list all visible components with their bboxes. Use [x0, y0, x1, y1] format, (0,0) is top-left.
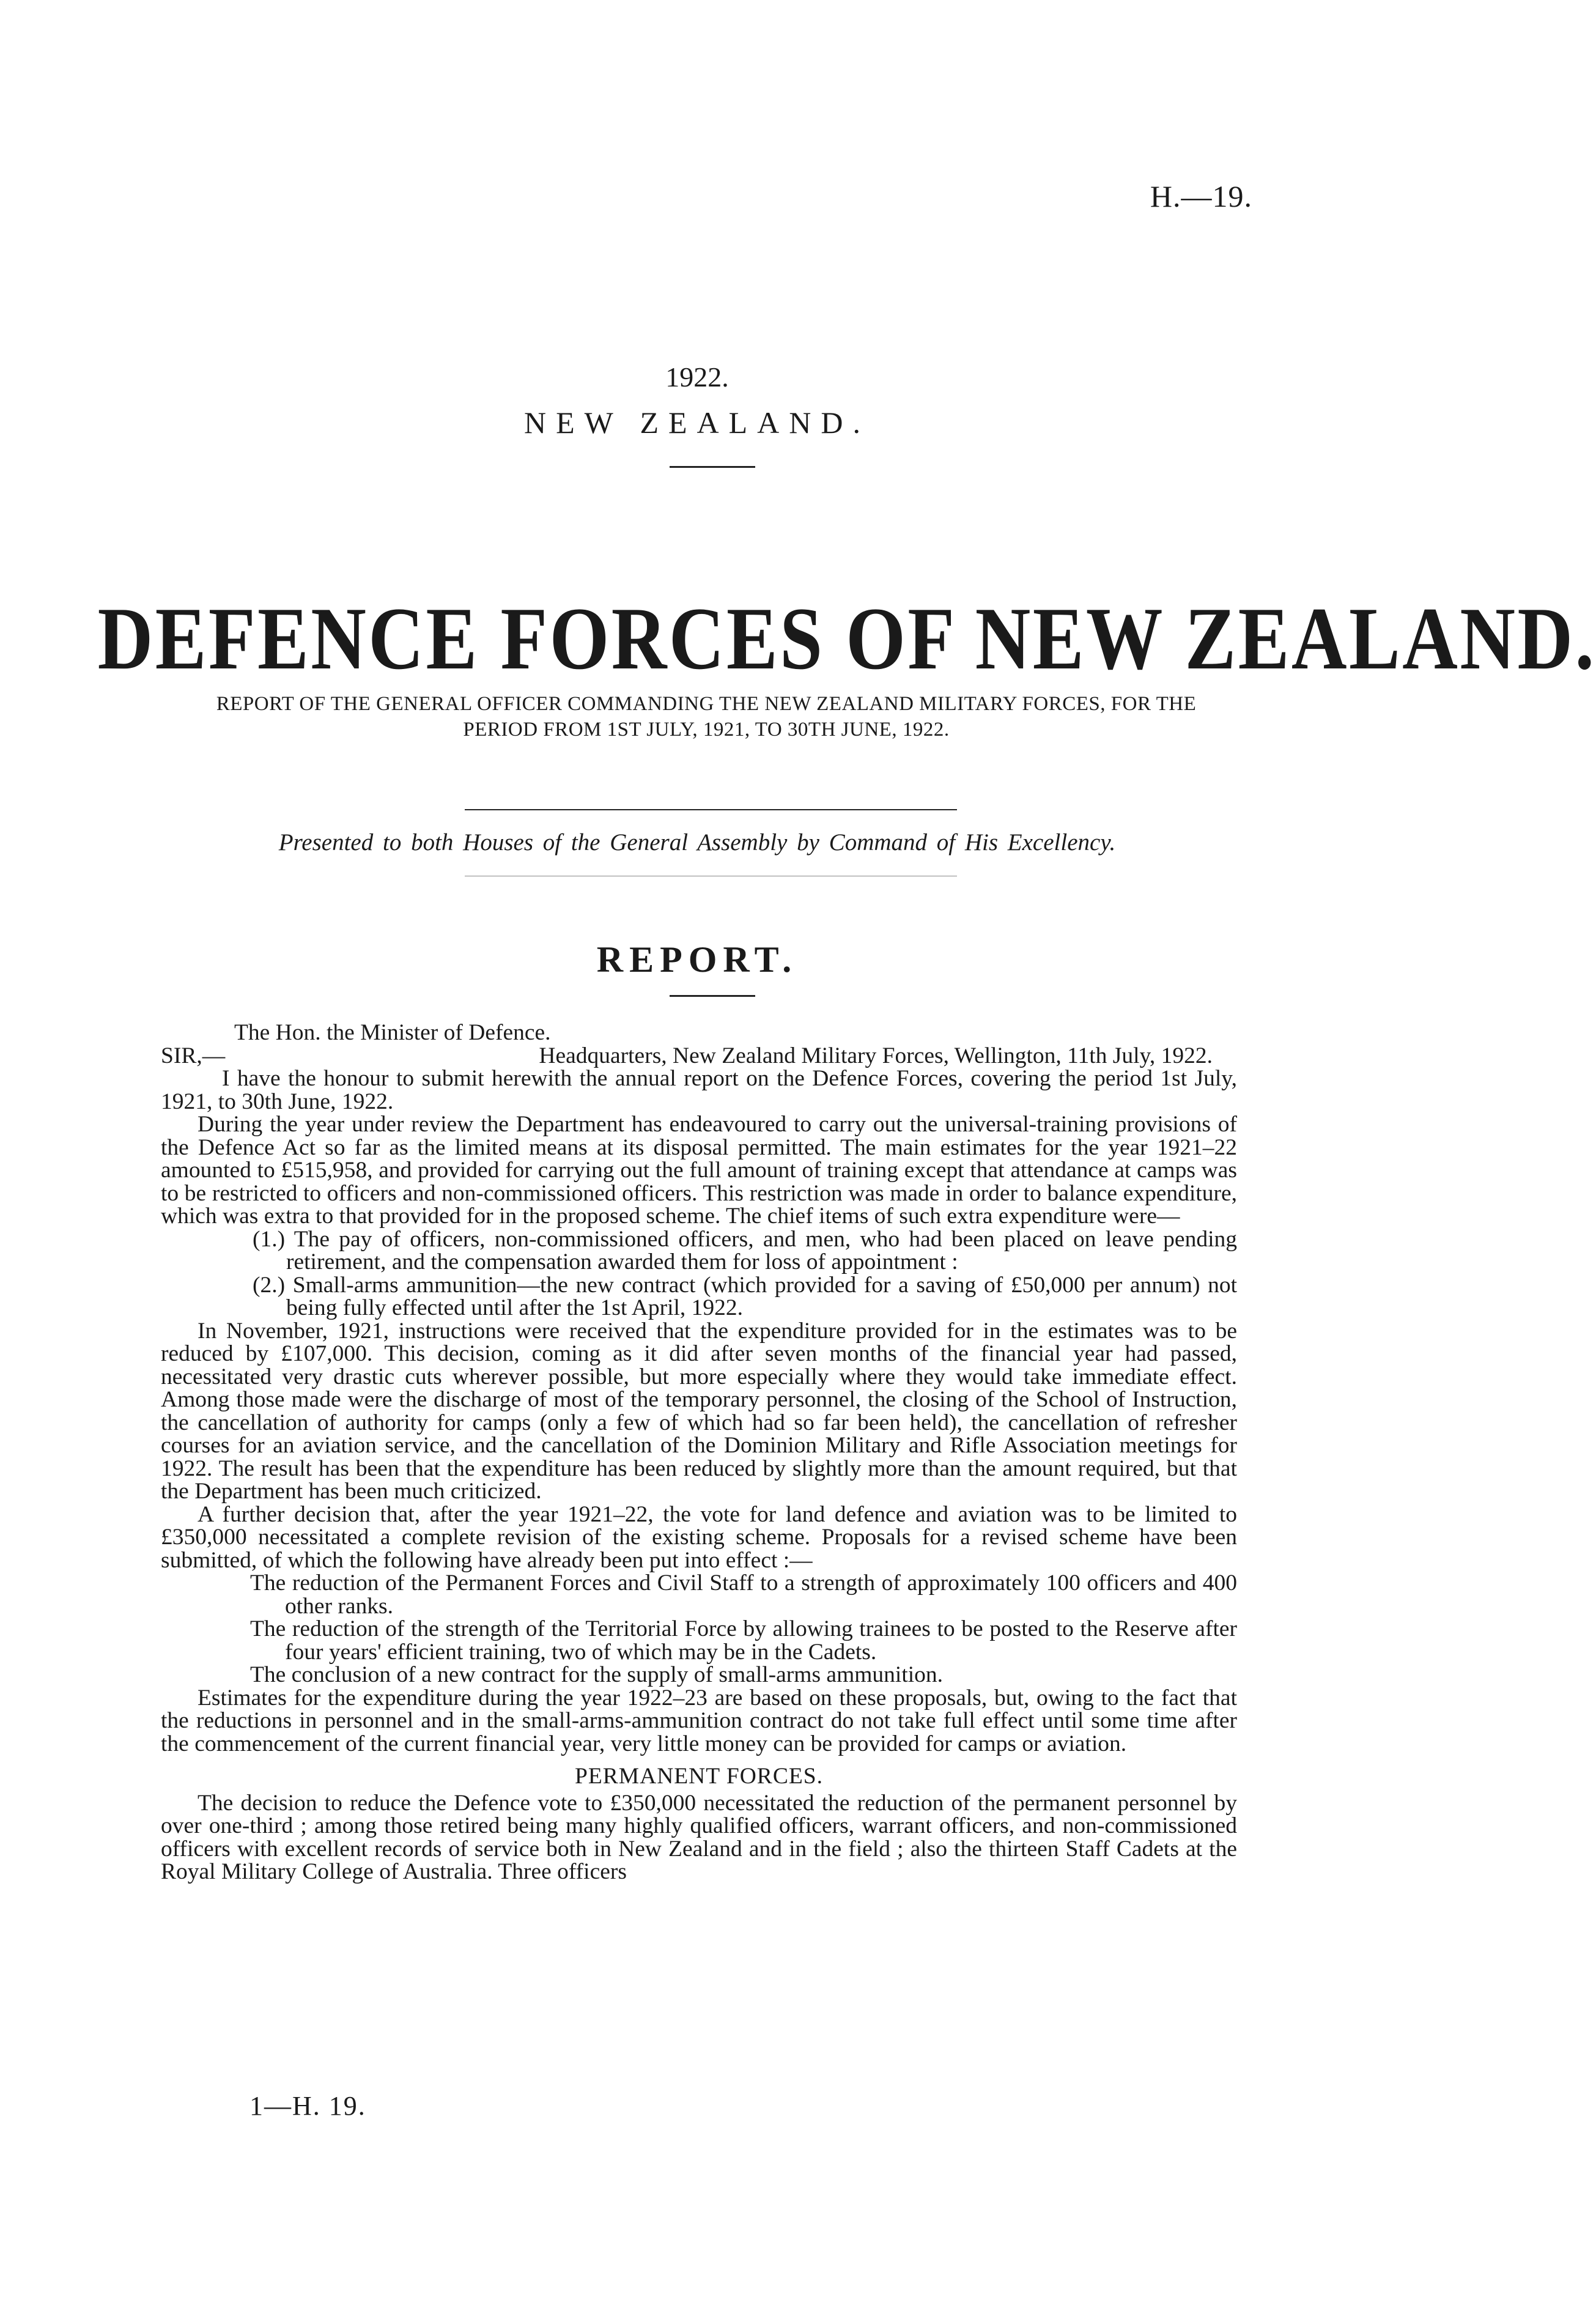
sheet-reference: 1—H. 19.: [249, 2091, 366, 2121]
document-reference: H.—19.: [1150, 179, 1252, 213]
paragraph: A further decision that, after the year 1921–22, the vote for land defence and aviation was to be limited to £350,000 necessitated a complete revision of the existing scheme. Proposals for a revised scheme have been submitted, of which the following have already been put into effect :—: [161, 1501, 1237, 1573]
masthead-rule: [670, 466, 755, 468]
paragraph: I have the honour to submit herewith the annual report on the Defence Forces, covering the period 1st July, 1921, to 30th June, 1922.: [161, 1066, 1237, 1114]
list-item: The reduction of the Permanent Forces and Civil Staff to a strength of approximately 100 officers and 400 other ranks.: [250, 1570, 1237, 1619]
addressee: The Hon. the Minister of Defence.: [234, 1020, 551, 1045]
country-heading: NEW ZEALAND.: [524, 405, 870, 440]
presented-top-rule: [465, 809, 957, 810]
list-item: The conclusion of a new contract for the supply of small-arms ammunition.: [250, 1662, 944, 1687]
document-title: DEFENCE FORCES OF NEW ZEALAND.: [97, 589, 1596, 688]
salutation-line: [161, 1045, 1237, 1068]
paragraph: Estimates for the expenditure during the year 1922–23 are based on these proposals, but, owing to the fact that the reductions in personnel and in the small-arms-ammunition contract do not take full effect until some time after the commencement of the current financial year, very little money can be provided for camps or aviation.: [161, 1685, 1237, 1756]
section-heading: PERMANENT FORCES.: [575, 1764, 823, 1789]
report-heading: REPORT.: [596, 939, 798, 980]
presentation-note: Presented to both Houses of the General Assembly by Command of His Excellency.: [278, 829, 1116, 856]
salutation: SIR,—: [161, 1043, 226, 1068]
paragraph: The decision to reduce the Defence vote to £350,000 necessitated the reduction of the permanent personnel by over one-third ; among those retired being many highly qualified officers, warrant officers, and non-commissioned officers with excellent records of service both in New Zealand and in the field ; also the thirteen Staff Cadets at the Royal Military College of Australia. Three officers: [161, 1790, 1237, 1884]
session-year: 1922.: [665, 361, 729, 393]
list-item: The reduction of the strength of the Territorial Force by allowing trainees to be posted to the Reserve after four years' efficient training, two of which may be in the Cadets.: [250, 1616, 1237, 1665]
dateline: Headquarters, New Zealand Military Forces, Wellington, 11th July, 1922.: [539, 1043, 1213, 1068]
report-subtitle: REPORT OF THE GENERAL OFFICER COMMANDING THE NEW ZEALAND MILITARY FORCES, FOR THE PERIOD FROM 1ST JULY, 1921, TO 30TH JUNE, 1922.: [216, 693, 1197, 741]
paragraph: In November, 1921, instructions were received that the expenditure provided for in the estimates was to be reduced by £107,000. This decision, coming as it did after seven months of the financial year had passed, necessitated very drastic cuts wherever possible, but more especially where they would take immediate effect. Among those made were the discharge of most of the temporary personnel, the closing of the School of Instruction, the cancellation of authority for camps (only a few of which had so far been held), the cancellation of refresher courses for an aviation service, and the cancellation of the Dominion Military and Rifle Association meetings for 1922. The result has been that the expenditure has been reduced by slightly more than the amount required, but that the Department has been much criticized.: [161, 1318, 1237, 1504]
paragraph: During the year under review the Department has endeavoured to carry out the universal-training provisions of the Defence Act so far as the limited means at its disposal permitted. The main estimates for the year 1921–22 amounted to £515,958, and provided for carrying out the full amount of training except that attendance at camps was to be restricted to officers and non-commissioned officers. This restriction was made in order to balance expenditure, which was extra to that provided for in the proposed scheme. The chief items of such extra expenditure were—: [161, 1112, 1237, 1229]
report-heading-rule: [670, 995, 755, 997]
report-body: [161, 1021, 1237, 1884]
list-item: (2.) Small-arms ammunition—the new contract (which provided for a saving of £50,000 per annum) not being fully effected until after the 1st April, 1922.: [253, 1272, 1237, 1320]
list-item: (1.) The pay of officers, non-commissioned officers, and men, who had been placed on leave pending retirement, and the compensation awarded them for loss of appointment :: [253, 1226, 1237, 1274]
